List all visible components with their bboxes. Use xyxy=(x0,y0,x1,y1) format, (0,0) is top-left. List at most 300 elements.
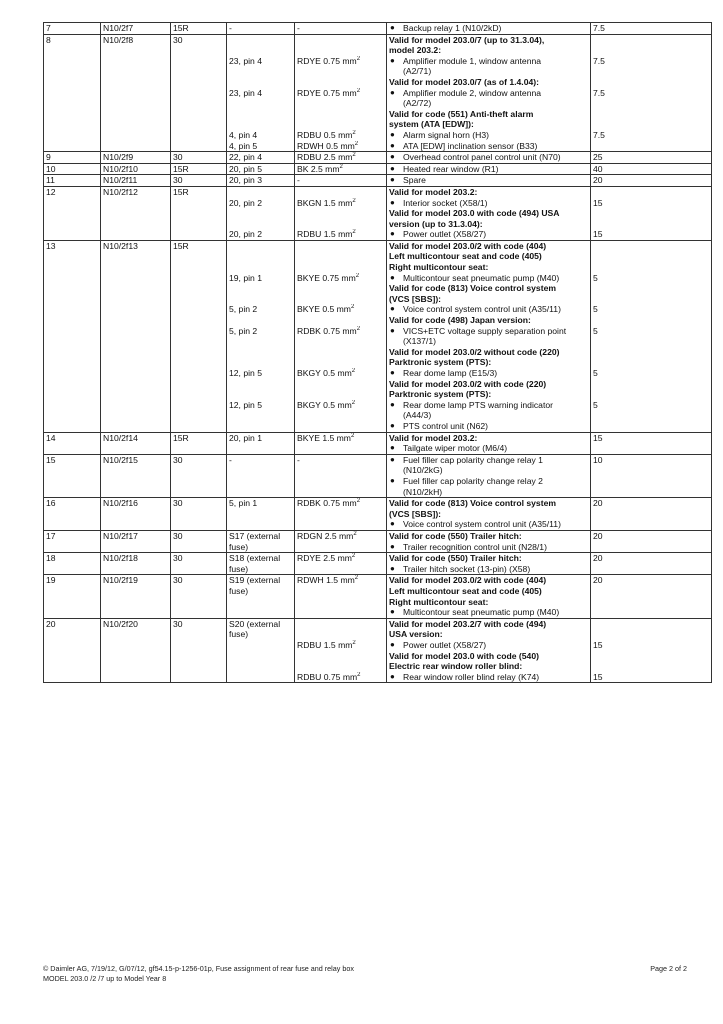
wire-spec xyxy=(297,175,384,186)
connector-pin: - xyxy=(229,454,232,465)
wire-unit-exponent: 2 xyxy=(356,87,361,94)
amperage-cell xyxy=(591,575,712,618)
wire-spec xyxy=(297,347,384,368)
amperage-cell xyxy=(591,34,712,152)
wire-cell xyxy=(295,175,387,187)
terminal: 30 xyxy=(173,553,183,564)
consumer-item: ● Power outlet (X58/27) xyxy=(389,640,588,651)
amperage: 25 xyxy=(593,152,603,163)
table-row xyxy=(44,175,712,187)
terminal: 30 xyxy=(173,34,183,45)
wire-color-size: - xyxy=(297,23,300,33)
fuse-designation: N10/2f20 xyxy=(103,618,138,629)
fuse-cell xyxy=(101,553,171,575)
table-row xyxy=(44,163,712,175)
connector-pin: 12, pin 5 xyxy=(229,399,262,410)
connector-cell xyxy=(227,432,295,454)
wire-spec xyxy=(297,672,384,683)
validity-heading: system (ATA [EDW]): xyxy=(389,119,474,130)
terminal-cell xyxy=(171,34,227,152)
validity-heading: Right multicontour seat: xyxy=(389,596,489,607)
row-number: 17 xyxy=(46,530,56,541)
wire-spec xyxy=(297,88,384,109)
wire-color-size: RDBK 0.75 mm xyxy=(297,498,357,509)
connector-pin xyxy=(229,640,292,651)
table-row xyxy=(44,618,712,683)
validity-heading: Valid for model 203.2/7 with code (494) xyxy=(389,618,547,629)
amperage: 5 xyxy=(593,272,598,283)
validity-heading: Right multicontour seat: xyxy=(389,262,489,273)
validity-heading: Valid for model 203.0 with code (540) xyxy=(389,650,539,661)
wire-spec xyxy=(297,531,384,552)
amperage-cell xyxy=(591,498,712,531)
table-row xyxy=(44,23,712,35)
terminal-cell xyxy=(171,530,227,552)
validity-heading: Valid for code (550) Trailer hitch: xyxy=(389,530,522,541)
wire-color-size: RDBU 0.5 mm xyxy=(297,129,353,140)
connector-pin: 20, pin 2 xyxy=(229,197,262,208)
table-row xyxy=(44,498,712,531)
row-number-cell xyxy=(44,575,101,618)
wire-spec xyxy=(297,109,384,130)
fuse-designation: N10/2f15 xyxy=(103,454,138,465)
table-row xyxy=(44,152,712,164)
connector-pin: 23, pin 4 xyxy=(229,87,262,98)
consumer-cell xyxy=(387,454,591,497)
consumer-item: ● Rear dome lamp (E15/3) xyxy=(389,368,588,379)
wire-unit-exponent: 2 xyxy=(351,368,356,375)
row-number: 8 xyxy=(46,34,51,45)
row-number-cell xyxy=(44,498,101,531)
row-number-cell xyxy=(44,530,101,552)
fuse-designation: N10/2f11 xyxy=(103,175,138,186)
connector-pin xyxy=(229,77,292,88)
fuse-designation: N10/2f10 xyxy=(103,163,138,174)
consumer-cell xyxy=(387,618,591,683)
validity-heading: Valid for code (550) Trailer hitch: xyxy=(389,553,522,564)
terminal: 30 xyxy=(173,152,183,163)
wire-cell xyxy=(295,34,387,152)
fuse-cell xyxy=(101,432,171,454)
wire-cell xyxy=(295,186,387,240)
amperage xyxy=(593,619,709,640)
wire-spec xyxy=(297,326,384,347)
wire-color-size: BKYE 0.5 mm xyxy=(297,304,351,315)
consumer-cell xyxy=(387,575,591,618)
amperage-cell xyxy=(591,163,712,175)
wire-color-size: RDBK 0.75 mm xyxy=(297,325,357,336)
amperage xyxy=(593,109,709,130)
fuse-cell xyxy=(101,498,171,531)
wire-spec xyxy=(297,400,384,432)
consumer-item: ● Trailer recognition control unit (N28/1) xyxy=(389,542,588,553)
amperage: 15 xyxy=(593,229,603,240)
connector-pin: 20, pin 5 xyxy=(229,163,262,174)
terminal-cell xyxy=(171,240,227,432)
amperage xyxy=(593,187,709,198)
row-number: 12 xyxy=(46,186,56,197)
wire-color-size: BKGN 1.5 mm xyxy=(297,197,353,208)
wire-cell xyxy=(295,163,387,175)
connector-pin: 20, pin 3 xyxy=(229,175,262,186)
consumer-item: ● ATA [EDW] inclination sensor (B33) xyxy=(389,141,588,152)
validity-heading: Valid for model 203.2: xyxy=(389,186,478,197)
amperage: 20 xyxy=(593,553,603,564)
fuse-designation: N10/2f18 xyxy=(103,553,138,564)
wire-spec xyxy=(297,56,384,77)
consumer-cell xyxy=(387,186,591,240)
validity-heading: Valid for code (813) Voice control system xyxy=(389,498,556,509)
connector-pin xyxy=(229,651,292,672)
consumer-item-continued: (N10/2kH) xyxy=(403,486,443,497)
amperage-cell xyxy=(591,618,712,683)
row-number: 11 xyxy=(46,175,55,186)
terminal: 30 xyxy=(173,618,183,629)
fuse-designation: N10/2f16 xyxy=(103,498,138,509)
row-number-cell xyxy=(44,553,101,575)
consumer-item: ● Rear window roller blind relay (K74) xyxy=(389,672,588,683)
wire-unit-exponent: 2 xyxy=(350,304,355,311)
connector-pin: 19, pin 1 xyxy=(229,272,262,283)
consumer-item: ● Tailgate wiper motor (M6/4) xyxy=(389,443,588,454)
validity-heading: model 203.2: xyxy=(389,45,442,56)
consumer-item: ● Backup relay 1 (N10/2kD) xyxy=(389,23,588,34)
connector-pin: 4, pin 5 xyxy=(229,140,258,151)
wire-cell xyxy=(295,530,387,552)
connector-pin: 20, pin 2 xyxy=(229,229,262,240)
wire-cell xyxy=(295,454,387,497)
fuse-designation: N10/2f14 xyxy=(103,432,138,443)
wire-spec xyxy=(297,35,384,56)
validity-heading: Valid for model 203.0/7 (as of 1.4.04): xyxy=(389,76,539,87)
wire-unit-exponent: 2 xyxy=(351,399,356,406)
amperage: 5 xyxy=(593,304,598,315)
wire-color-size: BKYE 0.75 mm xyxy=(297,272,356,283)
fuse-cell xyxy=(101,34,171,152)
wire-unit-exponent: 2 xyxy=(350,432,355,439)
wire-spec xyxy=(297,575,384,617)
connector-pin: 4, pin 4 xyxy=(229,129,258,140)
consumer-item-continued: (N10/2kG) xyxy=(403,465,443,476)
amperage-cell xyxy=(591,454,712,497)
connector-pin xyxy=(229,347,292,368)
row-number-cell xyxy=(44,240,101,432)
connector-pin: 20, pin 1 xyxy=(229,432,262,443)
amperage xyxy=(593,141,709,152)
wire-color-size: RDWH 1.5 mm xyxy=(297,575,355,586)
row-number: 10 xyxy=(46,163,56,174)
amperage: 7.5 xyxy=(593,87,605,98)
fuse-assignment-table xyxy=(43,22,712,683)
fuse-designation: N10/2f8 xyxy=(103,34,134,45)
connector-cell xyxy=(227,175,295,187)
validity-heading: (VCS [SBS]): xyxy=(389,293,442,304)
wire-color-size: RDBU 1.5 mm xyxy=(297,639,353,650)
connector-cell xyxy=(227,498,295,531)
terminal: 15R xyxy=(173,186,189,197)
wire-color-size: RDYE 0.75 mm xyxy=(297,87,357,98)
wire-unit-exponent: 2 xyxy=(353,530,357,537)
amperage xyxy=(593,347,709,368)
wire-unit-exponent: 2 xyxy=(355,272,360,279)
row-number: 16 xyxy=(46,498,56,509)
connector-cell xyxy=(227,163,295,175)
amperage: 5 xyxy=(593,325,598,336)
consumer-item-continued: (A2/72) xyxy=(403,98,432,109)
amperage: 7.5 xyxy=(593,129,605,140)
wire-spec xyxy=(297,498,384,530)
consumer-item: ● Heated rear window (R1) xyxy=(389,164,588,175)
amperage-cell xyxy=(591,240,712,432)
amperage: 20 xyxy=(593,175,603,186)
fuse-designation: N10/2f19 xyxy=(103,575,138,586)
consumer-item: ● Alarm signal horn (H3) xyxy=(389,130,588,141)
connector-pin xyxy=(229,241,292,273)
wire-color-size: RDBU 0.75 mm xyxy=(297,671,358,682)
validity-heading: Valid for model 203.0 with code (494) USA xyxy=(389,208,560,219)
wire-spec xyxy=(297,152,384,163)
consumer-cell xyxy=(387,34,591,152)
consumer-item: ● Overhead control panel control unit (N70) xyxy=(389,152,588,163)
connector-cell xyxy=(227,575,295,618)
wire-unit-exponent: 2 xyxy=(356,498,361,505)
connector-pin: 23, pin 4 xyxy=(229,55,262,66)
row-number: 9 xyxy=(46,152,51,163)
wire-spec xyxy=(297,379,384,400)
wire-spec xyxy=(297,130,384,141)
validity-heading: Valid for model 203.2: xyxy=(389,432,478,443)
wire-color-size: RDWH 0.5 mm xyxy=(297,140,355,151)
consumer-item: ● Interior socket (X58/1) xyxy=(389,198,588,209)
fuse-designation: N10/2f7 xyxy=(103,23,134,33)
consumer-item: ● Multicontour seat pneumatic pump (M40) xyxy=(389,273,588,284)
terminal-cell xyxy=(171,575,227,618)
row-number: 18 xyxy=(46,553,56,564)
wire-unit-exponent: 2 xyxy=(357,671,361,678)
terminal: 30 xyxy=(173,454,183,465)
consumer-item: ● Amplifier module 1, window antenna xyxy=(389,56,588,67)
amperage-cell xyxy=(591,152,712,164)
wire-spec xyxy=(297,141,384,152)
row-number: 19 xyxy=(46,575,56,586)
fuse-cell xyxy=(101,240,171,432)
footer-source xyxy=(43,964,354,984)
connector-pin: S18 (external fuse) xyxy=(229,553,281,574)
row-number: 13 xyxy=(46,240,56,251)
table-row xyxy=(44,530,712,552)
wire-color-size: RDBU 1.5 mm xyxy=(297,229,353,240)
terminal-cell xyxy=(171,498,227,531)
wire-color-size: BK 2.5 mm xyxy=(297,163,340,174)
connector-pin: 12, pin 5 xyxy=(229,368,262,379)
wire-unit-exponent: 2 xyxy=(354,575,359,582)
row-number-cell xyxy=(44,175,101,187)
fuse-cell xyxy=(101,186,171,240)
amperage: 20 xyxy=(593,575,603,586)
connector-cell xyxy=(227,186,295,240)
wire-color-size: RDYE 2.5 mm xyxy=(297,553,352,564)
connector-pin: 5, pin 1 xyxy=(229,498,258,509)
consumer-item: ● Voice control system control unit (A35/11) xyxy=(389,304,588,315)
wire-unit-exponent: 2 xyxy=(351,553,356,560)
consumer-item-continued: (A2/71) xyxy=(403,66,432,77)
wire-spec xyxy=(297,433,384,454)
connector-pin xyxy=(229,208,292,229)
row-number-cell xyxy=(44,618,101,683)
validity-heading: USA version: xyxy=(389,629,443,640)
consumer-item: ● VICS+ETC voltage supply separation point xyxy=(389,326,588,337)
consumer-item: ● Multicontour seat pneumatic pump (M40) xyxy=(389,607,588,618)
amperage-cell xyxy=(591,175,712,187)
wire-unit-exponent: 2 xyxy=(354,140,359,147)
amperage-cell xyxy=(591,432,712,454)
row-number-cell xyxy=(44,23,101,35)
amperage-cell xyxy=(591,553,712,575)
consumer-item: ● Fuel filler cap polarity change relay 2 xyxy=(389,476,588,487)
wire-cell xyxy=(295,498,387,531)
fuse-cell xyxy=(101,454,171,497)
terminal-cell xyxy=(171,152,227,164)
consumer-cell xyxy=(387,530,591,552)
connector-pin xyxy=(229,672,292,683)
terminal: 30 xyxy=(173,175,183,186)
page-number: Page 2 of 2 xyxy=(650,964,687,973)
validity-heading: Valid for model 203.0/2 with code (404) xyxy=(389,575,547,586)
fuse-cell xyxy=(101,175,171,187)
wire-color-size: RDBU 2.5 mm xyxy=(297,152,353,163)
validity-heading: Left multicontour seat and code (405) xyxy=(389,251,542,262)
fuse-cell xyxy=(101,618,171,683)
validity-heading: version (up to 31.3.04): xyxy=(389,218,483,229)
amperage xyxy=(593,315,709,326)
consumer-cell xyxy=(387,175,591,187)
row-number-cell xyxy=(44,152,101,164)
connector-pin xyxy=(229,187,292,198)
wire-color-size: RDYE 0.75 mm xyxy=(297,55,357,66)
wire-color-size: - xyxy=(297,454,300,465)
consumer-item: ● Rear dome lamp PTS warning indicator xyxy=(389,400,588,411)
connector-pin: S17 (external fuse) xyxy=(229,530,281,552)
wire-spec xyxy=(297,283,384,304)
wire-spec xyxy=(297,187,384,198)
consumer-item-continued: (X137/1) xyxy=(403,336,436,347)
wire-unit-exponent: 2 xyxy=(352,197,356,204)
wire-spec xyxy=(297,315,384,326)
amperage xyxy=(593,379,709,400)
row-number: 20 xyxy=(46,618,56,629)
fuse-designation: N10/2f9 xyxy=(103,152,134,163)
consumer-cell xyxy=(387,553,591,575)
connector-pin: 22, pin 4 xyxy=(229,152,262,163)
terminal: 15R xyxy=(173,432,189,443)
consumer-item: ● Trailer hitch socket (13-pin) (X58) xyxy=(389,564,588,575)
wire-color-size: RDGN 2.5 mm xyxy=(297,530,354,541)
validity-heading: Valid for code (498) Japan version: xyxy=(389,315,531,326)
validity-heading: Valid for code (813) Voice control system xyxy=(389,283,556,294)
consumer-cell xyxy=(387,498,591,531)
amperage: 15 xyxy=(593,671,603,682)
amperage: 5 xyxy=(593,368,598,379)
amperage-cell xyxy=(591,186,712,240)
wire-color-size: BKGY 0.5 mm xyxy=(297,368,352,379)
amperage xyxy=(593,241,709,273)
wire-cell xyxy=(295,240,387,432)
wire-spec xyxy=(297,304,384,315)
terminal: 15R xyxy=(173,163,189,174)
validity-heading: Valid for code (551) Anti-theft alarm xyxy=(389,108,534,119)
wire-unit-exponent: 2 xyxy=(352,229,356,236)
consumer-cell xyxy=(387,152,591,164)
wire-unit-exponent: 2 xyxy=(356,325,361,332)
connector-pin: S19 (external fuse) xyxy=(229,575,281,596)
table-row xyxy=(44,240,712,432)
validity-heading: Parktronic system (PTS): xyxy=(389,357,492,368)
amperage: 10 xyxy=(593,454,603,465)
consumer-item: ● Fuel filler cap polarity change relay 1 xyxy=(389,455,588,466)
row-number: 7 xyxy=(46,23,51,33)
connector-cell xyxy=(227,152,295,164)
amperage: 15 xyxy=(593,639,603,650)
consumer-item: ● Spare xyxy=(389,175,588,186)
wire-spec xyxy=(297,229,384,240)
wire-cell xyxy=(295,152,387,164)
fuse-cell xyxy=(101,23,171,35)
consumer-item: ● Power outlet (X58/27) xyxy=(389,229,588,240)
wire-cell xyxy=(295,618,387,683)
connector-pin xyxy=(229,35,292,56)
connector-cell xyxy=(227,553,295,575)
amperage: 7.5 xyxy=(593,23,605,33)
consumer-item: ● Voice control system control unit (A35/11) xyxy=(389,519,588,530)
consumer-cell xyxy=(387,163,591,175)
terminal-cell xyxy=(171,553,227,575)
wire-spec xyxy=(297,619,384,640)
table-row xyxy=(44,575,712,618)
terminal-cell xyxy=(171,186,227,240)
table-row xyxy=(44,34,712,152)
fuse-designation: N10/2f17 xyxy=(103,530,138,541)
amperage-cell xyxy=(591,23,712,35)
consumer-item: ● Amplifier module 2, window antenna xyxy=(389,88,588,99)
wire-spec xyxy=(297,208,384,229)
connector-pin xyxy=(229,315,292,326)
terminal-cell xyxy=(171,163,227,175)
validity-heading: Electric rear window roller blind: xyxy=(389,661,523,672)
connector-pin: 5, pin 2 xyxy=(229,325,258,336)
row-number: 15 xyxy=(46,454,56,465)
wire-unit-exponent: 2 xyxy=(339,163,343,170)
validity-heading: Valid for model 203.0/2 with code (220) xyxy=(389,378,547,389)
wire-spec xyxy=(297,455,384,497)
fuse-designation: N10/2f12 xyxy=(103,186,138,197)
table-row xyxy=(44,432,712,454)
row-number-cell xyxy=(44,186,101,240)
wire-spec xyxy=(297,164,384,175)
connector-cell xyxy=(227,240,295,432)
wire-cell xyxy=(295,23,387,35)
amperage: 20 xyxy=(593,530,603,541)
terminal-cell xyxy=(171,618,227,683)
connector-cell xyxy=(227,23,295,35)
connector-cell xyxy=(227,34,295,152)
amperage: 15 xyxy=(593,432,603,443)
connector-pin: - xyxy=(229,23,232,33)
amperage: 40 xyxy=(593,163,603,174)
amperage-cell xyxy=(591,530,712,552)
wire-spec xyxy=(297,553,384,574)
wire-spec xyxy=(297,77,384,88)
row-number: 14 xyxy=(46,432,56,443)
